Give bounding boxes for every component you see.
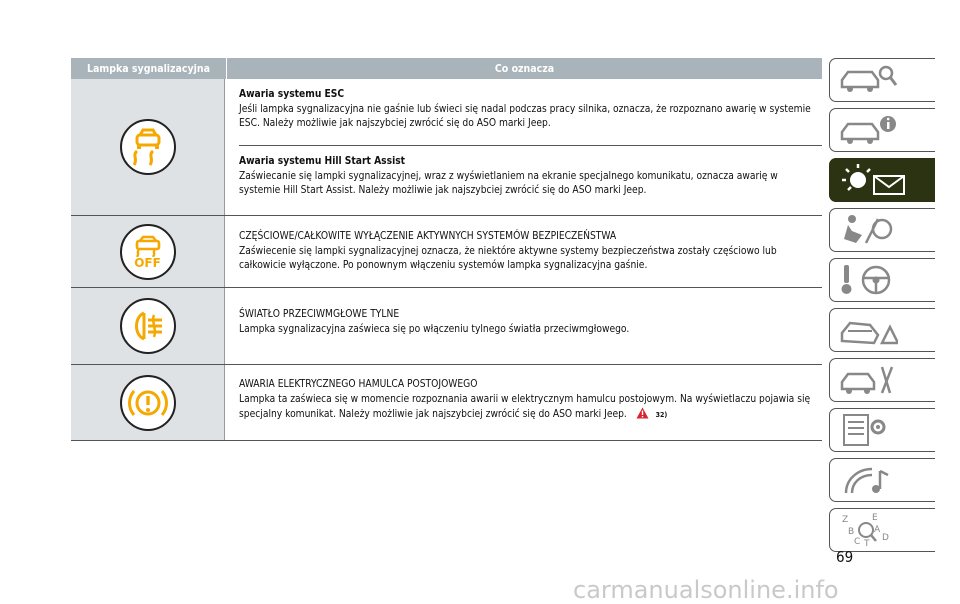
- esc-off-label: OFF: [134, 255, 161, 270]
- parking-brake-icon: [120, 375, 176, 431]
- car-tools-icon: [838, 363, 898, 397]
- car-hazard-icon: [838, 313, 898, 347]
- tab-technical-data[interactable]: [829, 408, 935, 452]
- icon-cell: [71, 216, 225, 287]
- car-search-icon: [838, 63, 898, 97]
- entry-title: AWARIA ELEKTRYCZNEGO HAMULCA POSTOJOWEGO: [239, 379, 478, 390]
- index-letter: A: [874, 525, 881, 535]
- entry-title: Awaria systemu ESC: [239, 89, 345, 100]
- page-number: 69: [836, 548, 854, 566]
- entry-title: ŚWIATŁO PRZECIWMGŁOWE TYLNE: [239, 309, 400, 320]
- entry-text: Jeśli lampka sygnalizacyjna nie gaśnie lub świeci się nadal podczas pracy silnika, oznacza, że rozpoznano awarię w systemie ESC. Należy możliwie jak najszybciej zwrócić się do ASO marki Jeep.: [239, 103, 811, 129]
- icon-cell: [71, 79, 225, 215]
- chapter-tabs: [829, 58, 935, 558]
- index-letter: E: [872, 513, 878, 523]
- document-gear-icon: [838, 413, 898, 447]
- tab-multimedia[interactable]: [829, 458, 935, 502]
- tab-safety[interactable]: [829, 208, 935, 252]
- warning-lights-table: [71, 58, 822, 441]
- index-letter: C: [854, 537, 861, 547]
- warning-light-message-icon: [838, 162, 910, 198]
- rear-fog-light-icon: [120, 298, 176, 354]
- index-letter: T: [864, 539, 870, 548]
- watermark: carmanualsonline.info: [573, 576, 839, 604]
- index-letter: B: [848, 527, 855, 537]
- warning-triangle-icon: [636, 407, 649, 419]
- seat-airbag-icon: [838, 213, 898, 247]
- table-row: [71, 79, 822, 216]
- tab-index[interactable]: [829, 508, 935, 552]
- tab-starting-driving[interactable]: [829, 258, 935, 302]
- footnote-ref[interactable]: 32): [655, 411, 668, 419]
- entry-text: Lampka ta zaświeca się w momencie rozpoznania awarii w elektrycznym hamulcu postojowym. Na wyświetlaczu pojawia się specjalny komunikat. Należy możliwie jak najszybciej zwrócić się do ASO marki Jeep.: [239, 393, 811, 420]
- entry-text: Zaświecenie się lampki sygnalizacyjnej oznacza, że niektóre aktywne systemy bezpieczeństwa zostały częściowo lub całkowicie wyłączone. Po ponownym włączeniu systemów lampka sygnalizacyjna gaśnie.: [239, 245, 777, 271]
- entry: [239, 145, 822, 207]
- entry: [239, 365, 822, 431]
- tab-warning-lights[interactable]: [829, 158, 935, 202]
- icon-cell: [71, 288, 225, 364]
- table-row: [71, 365, 822, 441]
- entry: [239, 79, 822, 145]
- header-col-warning-light: Lampka sygnalizacyjna: [86, 62, 210, 75]
- index-letter: D: [882, 533, 889, 543]
- esc-skid-icon: [120, 119, 176, 175]
- tab-car-search[interactable]: [829, 58, 935, 102]
- entry-text: Lampka sygnalizacyjna zaświeca się po włączeniu tylnego światła przeciwmgłowego.: [239, 323, 630, 335]
- index-letter: Z: [842, 515, 849, 525]
- tab-car-info[interactable]: [829, 108, 935, 152]
- entry: [239, 288, 822, 345]
- car-info-icon: [838, 113, 898, 147]
- multimedia-music-icon: [838, 463, 898, 497]
- key-steering-icon: [838, 263, 898, 297]
- tab-maintenance[interactable]: [829, 358, 935, 402]
- entry: [239, 216, 822, 282]
- entry-title: CZĘŚCIOWE/CAŁKOWITE WYŁĄCZENIE AKTYWNYCH SYSTEMÓW BEZPIECZEŃSTWA: [239, 231, 617, 242]
- header-col-meaning: Co oznacza: [226, 58, 822, 79]
- table-row: [71, 288, 822, 365]
- tab-emergency[interactable]: [829, 308, 935, 352]
- table-row: [71, 216, 822, 288]
- entry-text: Zaświecanie się lampki sygnalizacyjnej, wraz z wyświetlaniem na ekranie specjalnego komunikatu, oznacza awarię w systemie Hill Start Assist. Należy możliwie jak najszybciej zwrócić się do ASO marki Jeep.: [239, 170, 778, 196]
- icon-cell: [71, 365, 225, 440]
- entry-title: Awaria systemu Hill Start Assist: [239, 156, 406, 167]
- table-header: [71, 58, 822, 79]
- index-letters-icon: [838, 512, 898, 548]
- esc-off-icon: [120, 224, 176, 280]
